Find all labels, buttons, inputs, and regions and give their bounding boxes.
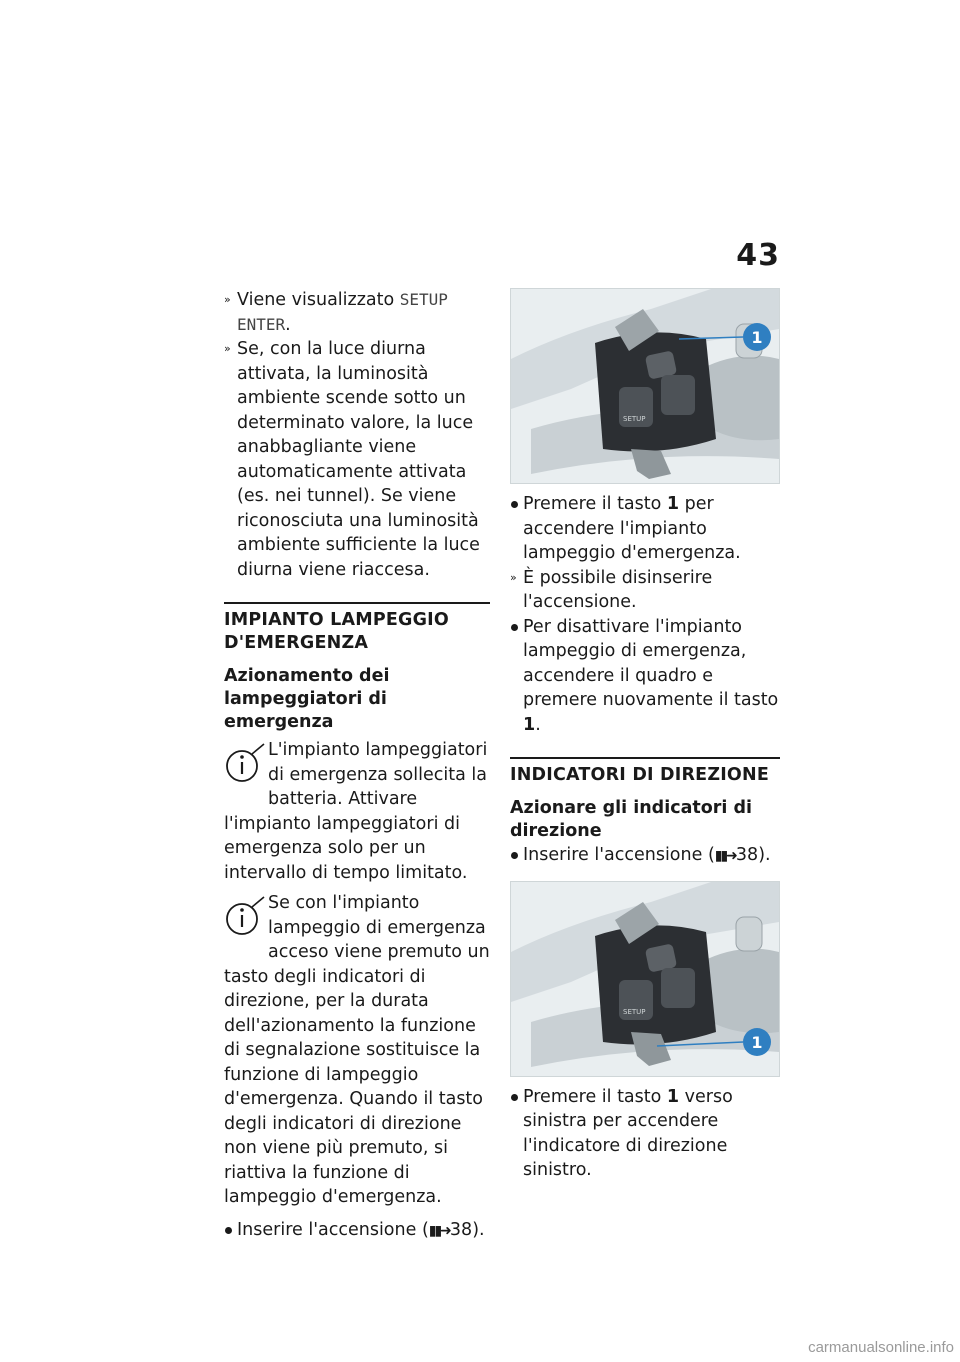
- handlebar-figure: [510, 881, 780, 1077]
- list-item: » Se, con la luce diurna attivata, la luminosità ambiente scende sotto un determinato valore, la luce anabbagliante viene automaticamente attivata (es. nei tunnel). Se viene riconosciuta una luminosità ambiente sufficiente la luce diurna viene riaccesa.: [224, 339, 480, 580]
- list-item: » Viene visualizzato SETUP ENTER.: [224, 290, 448, 335]
- result-bullet: »: [224, 293, 231, 306]
- list-item: Per disattivare l'impianto lampeggio di emergenza, accendere il quadro e premere nuovamente il tasto 1.: [523, 616, 779, 735]
- reference-arrow-icon: ▮▮➜: [714, 848, 736, 864]
- left-column: [224, 288, 490, 1243]
- key-reference: 1: [523, 714, 536, 735]
- result-bullet: »: [224, 342, 231, 355]
- footer-watermark: carmanualsonline.info: [808, 1339, 954, 1356]
- figure-callout: 1: [751, 1032, 763, 1052]
- display-text: SETUP ENTER: [237, 290, 448, 334]
- section-title: IMPIANTO LAMPEGGIO D'EMERGENZA: [224, 602, 490, 655]
- handlebar-figure: [510, 288, 780, 484]
- right-column: [510, 288, 780, 1183]
- handlebar-switch-illustration: [511, 289, 779, 483]
- key-reference: 1: [666, 494, 680, 514]
- figure-callout: 1: [751, 328, 763, 347]
- handlebar-switch-illustration: [511, 882, 779, 1076]
- list-item: » È possibile disinserire l'accensione.: [510, 567, 713, 612]
- note: [224, 738, 490, 885]
- result-bullet: »: [510, 570, 517, 584]
- key-reference: 1: [666, 1086, 680, 1107]
- button-label: SETUP: [623, 415, 646, 423]
- page-reference: 38: [735, 845, 759, 865]
- info-icon: [224, 740, 268, 788]
- info-icon: [224, 893, 268, 941]
- list-item: Inserire l'accensione (▮▮➜38).: [523, 845, 771, 865]
- page-number: 43: [736, 238, 780, 273]
- button-label: SETUP: [623, 1007, 646, 1016]
- section-title: INDICATORI DI DIREZIONE: [510, 757, 780, 787]
- note-text: Se con l'impianto lampeggio di emergenza acceso viene premuto un tasto degli indicatori di direzione, per la durata dell'azionamento la funzione di segnalazione sostituisce la funzione di lampeggio d'emergenza. Quando il tasto degli indicatori di direzione non viene più premuto, si riattiva la funzione di lampeggio d'emergenza.: [224, 893, 490, 1207]
- page-reference: 38: [449, 1219, 473, 1240]
- subsection-title: Azionare gli indicatori di direzione: [510, 798, 753, 841]
- list-item: Inserire l'accensione (▮▮➜38).: [237, 1219, 485, 1240]
- note-text: L'impianto lampeggiatori di emergenza sollecita la batteria. Attivare l'impianto lampeggiatori di emergenza solo per un intervallo di tempo limitato.: [224, 740, 488, 883]
- list-item: Premere il tasto 1 verso sinistra per accendere l'indicatore di direzione sinistro.: [523, 1086, 733, 1180]
- reference-arrow-icon: ▮▮➜: [428, 1222, 450, 1239]
- subsection-title: Azionamento dei lampeggiatori di emergenza: [224, 666, 390, 732]
- list-item: Premere il tasto 1 per accendere l'impianto lampeggio d'emergenza.: [523, 494, 741, 563]
- note: [224, 891, 490, 1210]
